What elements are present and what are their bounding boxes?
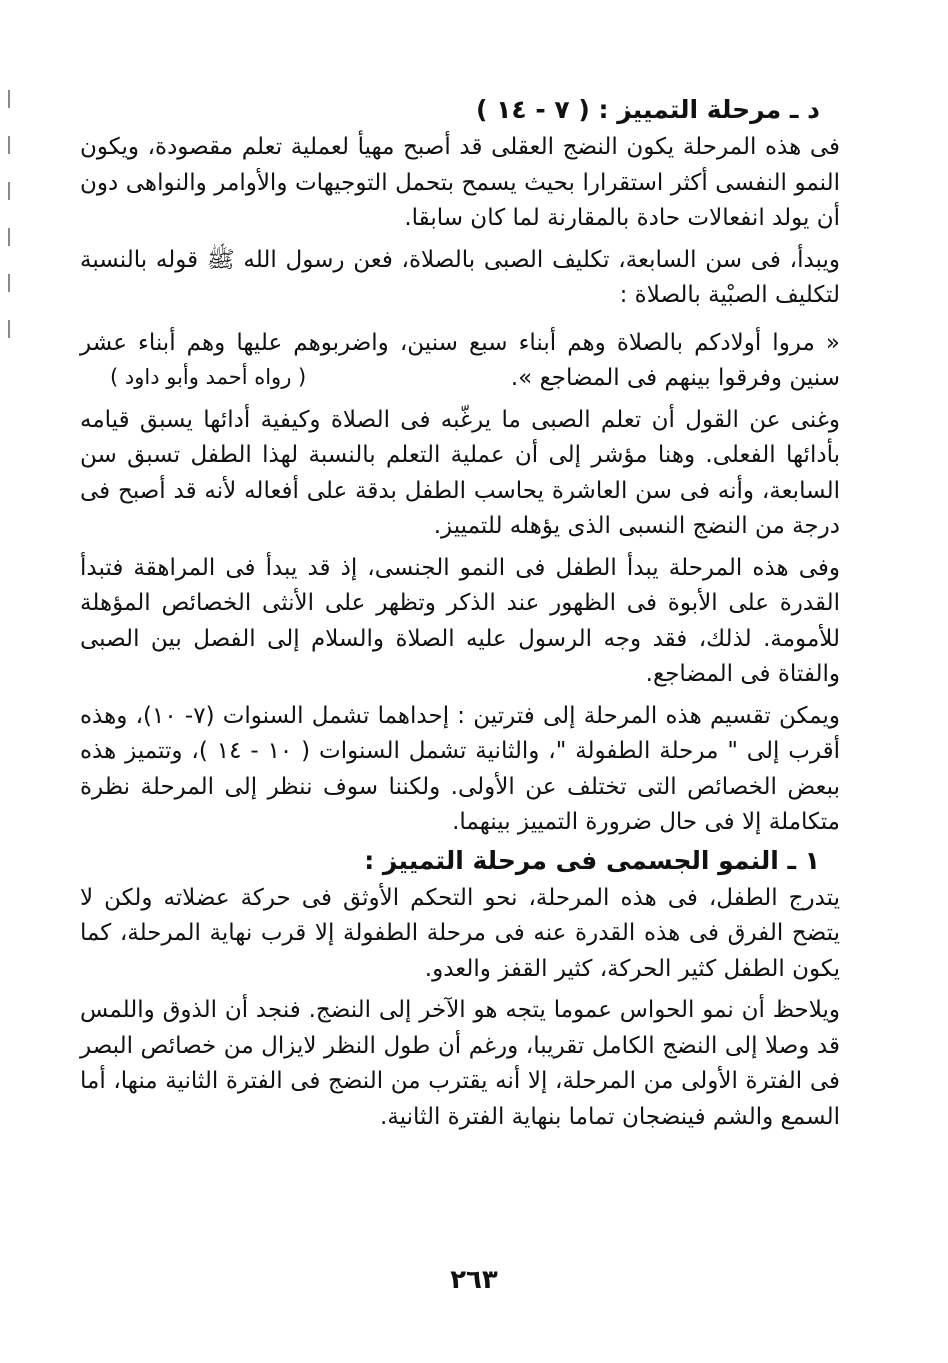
subsection-heading-physical-growth: ١ ـ النمو الجسمى فى مرحلة التمييز : [364, 845, 820, 875]
paragraph-4: وفى هذه المرحلة يبدأ الطفل فى النمو الجنسى، إذ قد يبدأ فى المراهقة فتبدأ القدرة على الأبوة فى الظهور عند الذكر وتظهر على الأنثى الخصائص المؤهلة للأمومة. لذلك، فقد وجه الرسول عليه الصلاة والسلام إلى الفصل بين الصبى والفتاة فى المضاجع. [80, 554, 840, 687]
paragraph-5: ويمكن تقسيم هذه المرحلة إلى فترتين : إحداهما تشمل السنوات (٧- ١٠)، وهذه أقرب إلى " مرحلة الطفولة "، والثانية تشمل السنوات ( ١٠ - ١٤ )، وتتميز هذه ببعض الخصائص التى تختلف عن الأولى. ولكننا سوف ننظر إلى المرحلة نظرة متكاملة إلا فى حال ضرورة التمييز بينهما. [80, 702, 840, 835]
paragraph-1: فى هذه المرحلة يكون النضج العقلى قد أصبح مهيأ لعملية تعلم مقصودة، ويكون النمو النفسى أكثر استقرارا بحيث يسمح بتحمل التوجيهات والأوامر والنواهى دون أن يولد انفعالات حادة بالمقارنة لما كان سابقا. [80, 134, 840, 231]
page-body [80, 90, 840, 1135]
paragraph-6: يتدرج الطفل، فى هذه المرحلة، نحو التحكم الأوثق فى حركة عضلاته ولكن لا يتضح الفرق فى هذه القدرة عنه فى مرحلة الطفولة إلا قرب نهاية المرحلة، كما يكون الطفل كثير الحركة، كثير القفز والعدو. [80, 884, 840, 982]
section-heading-tamyeez: د ـ مرحلة التمييز : ( ٧ - ١٤ ) [475, 95, 820, 124]
margin-mark [8, 90, 10, 108]
margin-mark [8, 136, 10, 154]
margin-mark [8, 182, 10, 200]
hadith-quote [80, 326, 840, 397]
paragraph-3: وغنى عن القول أن تعلم الصبى ما يرغّبه فى الصلاة وكيفية أدائها يسبق قيامه بأدائها الفعلى. وهنا مؤشر إلى أن عملية التعلم بالنسبة لهذا الطفل تسبق سن السابعة، وأنه فى سن العاشرة يحاسب الطفل بدقة على أفعاله لأنه قد أصبح فى درجة من النضج النسبى الذى يؤهله للتمييز. [80, 406, 840, 539]
paragraph-2: ويبدأ، فى سن السابعة، تكليف الصبى بالصلاة، فعن رسول الله ﷺ قوله بالنسبة لتكليف الصبْية بالصلاة : [80, 246, 840, 308]
hadith-reference: ( رواه أحمد وأبو داود ) [110, 364, 307, 389]
margin-mark [8, 320, 10, 338]
margin-mark [8, 274, 10, 292]
page-number: ٢٦٣ [450, 1265, 498, 1295]
scan-margin-marks [8, 90, 12, 390]
margin-mark [8, 228, 10, 246]
paragraph-7: ويلاحظ أن نمو الحواس عموما يتجه هو الآخر إلى النضج. فنجد أن الذوق واللمس قد وصلا إلى النضج الكامل تقريبا، ورغم أن طول النظر لايزال من خصائص البصر فى الفترة الأولى من المرحلة، إلا أنه يقترب من النضج فى الفترة الثانية منها، أما السمع والشم فينضجان تماما بنهاية الفترة الثانية. [80, 997, 840, 1130]
hadith-text: « مروا أولادكم بالصلاة وهم أبناء سبع سنين، واضربوهم عليها وهم أبناء عشر سنين وفرقوا بينهم فى المضاجع ». [80, 329, 840, 391]
